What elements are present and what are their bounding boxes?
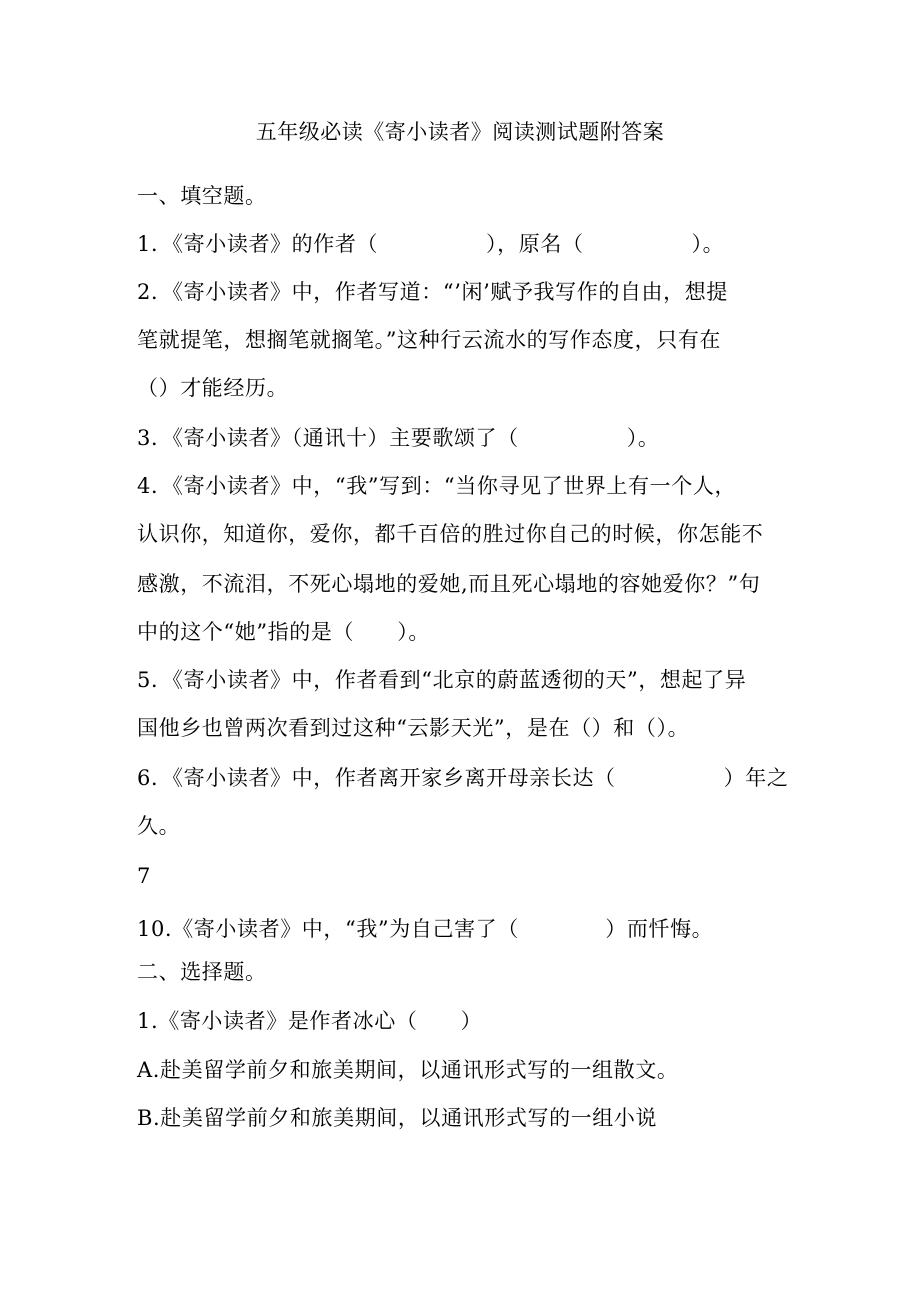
page-title: 五年级必读《寄小读者》阅读测试题附答案 bbox=[255, 120, 665, 144]
question-2-line-1: 2．《寄小读者》中，作者写道：“’闲’赋予我写作的自由，想提 bbox=[137, 280, 728, 304]
question-5-line-1: 5．《寄小读者》中，作者看到“北京的蔚蓝透彻的天”，想起了异 bbox=[137, 668, 747, 692]
question-4-line-1: 4．《寄小读者》中，“我”写到：“当你寻见了世界上有一个人， bbox=[137, 474, 737, 498]
choice-question-1: 1.《寄小读者》是作者冰心（ ） bbox=[137, 1009, 483, 1033]
question-4-line-4: 中的这个“她”指的是（ ）。 bbox=[137, 620, 430, 644]
choice-option-b: B.赴美留学前夕和旅美期间，以通讯形式写的一组小说 bbox=[137, 1106, 658, 1130]
question-6-line-1: 6．《寄小读者》中，作者离开家乡离开母亲长达（ ）年之 bbox=[137, 766, 789, 790]
question-5-line-2: 国他乡也曾两次看到过这种“云影天光”，是在（）和（）。 bbox=[137, 716, 690, 740]
question-4-line-2: 认识你，知道你，爱你，都千百倍的胜过你自己的时候，你怎能不 bbox=[137, 522, 764, 546]
choice-option-a: A.赴美留学前夕和旅美期间，以通讯形式写的一组散文。 bbox=[137, 1058, 679, 1082]
question-3: 3．《寄小读者》（通讯十）主要歌颂了（ ）。 bbox=[137, 426, 660, 450]
question-2-line-2: 笔就提笔，想搁笔就搁笔。”这种行云流水的写作态度，只有在 bbox=[137, 328, 722, 352]
question-1: 1．《寄小读者》的作者（ ），原名（ ）。 bbox=[137, 232, 725, 256]
question-6-line-2: 久。 bbox=[137, 814, 181, 838]
section-heading-fill-in: 一、填空题。 bbox=[137, 184, 267, 208]
question-2-line-3: （）才能经历。 bbox=[137, 376, 289, 400]
question-10: 10.《寄小读者》中，“我”为自己害了（ ）而忏悔。 bbox=[137, 917, 714, 941]
section-heading-choice: 二、选择题。 bbox=[137, 960, 267, 984]
question-4-line-3: 感激，不流泪，不死心塌地的爱她,而且死心塌地的容她爱你？”句 bbox=[137, 572, 761, 596]
question-7: 7 bbox=[137, 864, 151, 888]
